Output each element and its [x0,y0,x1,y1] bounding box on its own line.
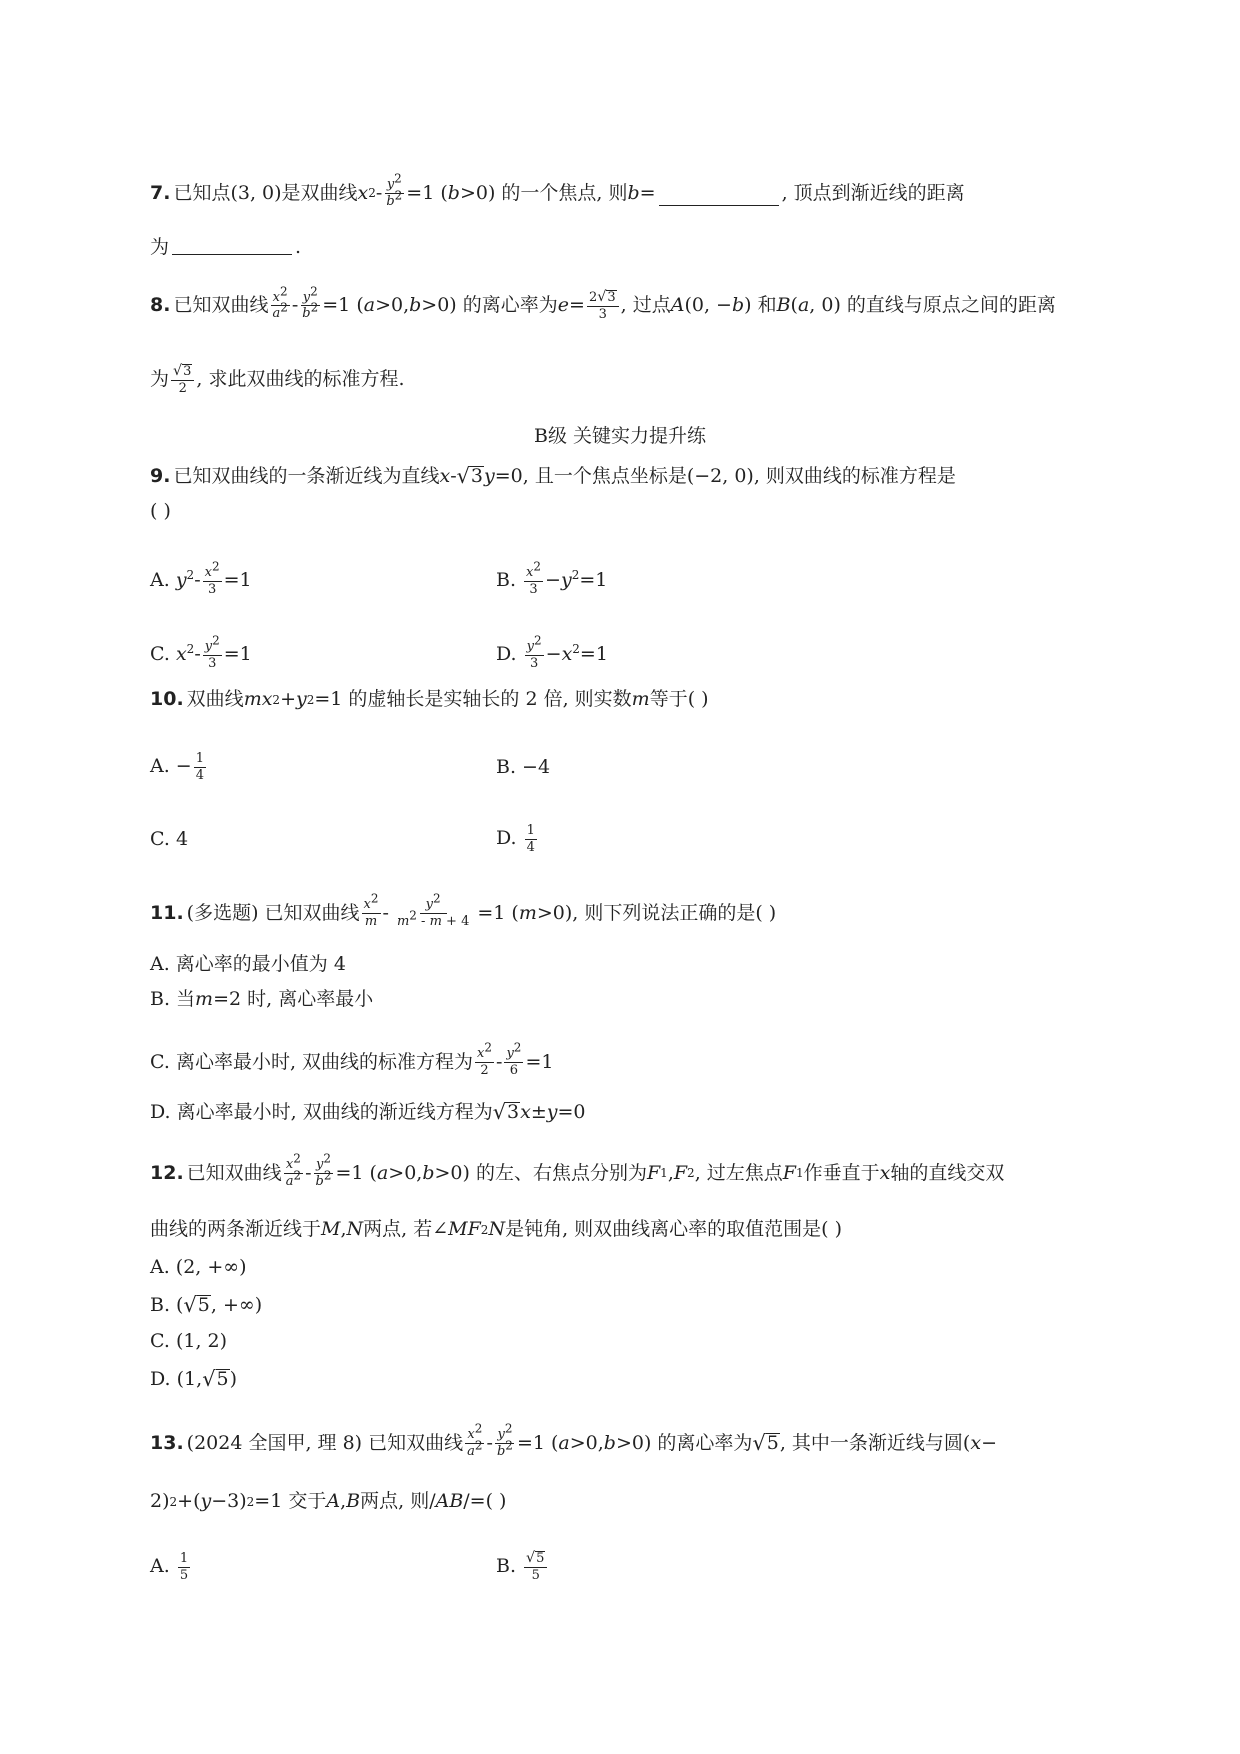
q7-frac: $\frac{y^2}{b^2}$ [386,171,403,209]
q7-blank-distance[interactable] [172,253,292,255]
q9-option-row2 [150,633,608,671]
q8-line2: 为 √ 3 2 , 求此双曲线的标准方程. [150,363,405,396]
q7-x: x [357,181,369,204]
q9-option-c[interactable]: C. $x^2-$ $\frac{y^2}{3}$ =1 [150,633,252,671]
q12-option-a[interactable]: A. (2, +∞) [150,1256,247,1278]
q9-option-d[interactable]: D. $\frac{y^2}{3}$ $-x^2=1$ [496,633,608,671]
q12-line2: 曲线的两条渐近线于 M , N 两点, 若∠ MF 2 N 是钝角, 则双曲线离心率的取值范围是( ) [150,1218,843,1240]
q8-line1: 8. 已知双曲线 $\frac{x^2}{a^2}$ - $\frac{y^2}{b^2}$ =1 ( a >0, b >0) 的离心率为 e = 2 √ 3 3 , 过点 A (0, − b ) 和 B ( a , 0) 的直线与原点之间的距离 [150,284,1056,322]
q7-blank-b[interactable] [659,204,779,206]
section-heading-b: B级 关键实力提升练 [533,425,706,447]
q9-option-row1 [150,559,608,597]
q10-option-row2 [150,823,535,855]
q9-number: 9. [150,464,171,487]
q13-option-row1 [150,1550,545,1584]
q7-number: 7. [150,181,171,204]
q13-number: 13. [150,1431,184,1454]
q11-option-b[interactable]: B. 当 m =2 时, 离心率最小 [150,988,374,1010]
q10-number: 10. [150,688,184,710]
q13-line2: 2) 2 +( y −3) 2 =1 交于 A , B 两点, 则/ AB /=( ) [150,1490,507,1512]
q7-text: 已知点(3, 0)是双曲线 [173,181,358,204]
q9-line1: 9. 已知双曲线的一条渐近线为直线 x - √ 3 y =0, 且一个焦点坐标是(−2, 0), 则双曲线的标准方程是 [150,464,956,488]
q7-line2: 为 . [150,236,302,258]
q10-option-d[interactable]: D. $\frac{1}{4}$ [496,823,535,855]
q11-option-d[interactable]: D. 离心率最小时, 双曲线的渐近线方程为 √ 3 x ± y =0 [150,1100,586,1124]
q11-option-c[interactable]: C. 离心率最小时, 双曲线的标准方程为 $\frac{x^2}{2}$ - $\frac{y^2}{6}$ =1 [150,1040,554,1078]
q12-option-d[interactable]: D. (1, √ 5 ) [150,1367,238,1391]
q10-option-a[interactable]: A. − $\frac{1}{4}$ [150,751,205,783]
q8-number: 8. [150,294,171,317]
q9-option-a[interactable]: A. $y^2-$ $\frac{x^2}{3}$ =1 [150,559,252,597]
q9-paren: ( ) [150,500,171,522]
q10-option-b[interactable]: B. −4 [496,755,551,778]
q12-number: 12. [150,1161,184,1184]
q10-option-row1 [150,751,551,783]
q13-line1: 13. (2024 全国甲, 理 8) 已知双曲线 $\frac{x^2}{a^2}$ - $\frac{y^2}{b^2}$ =1 ( a >0, b >0) 的离心率为 √ 5 , 其中一条渐近线与圆( x − [150,1421,997,1459]
q9-option-b[interactable]: B. $\frac{x^2}{3}$ $-y^2=1$ [496,559,608,597]
q7-line1: 7. 已知点(3, 0)是双曲线 x 2 - $\frac{y^2}{b^2}$ =1 ( b >0) 的一个焦点, 则 b = , 顶点到渐近线的距离 [150,171,965,209]
q12-line1: 12. 已知双曲线 $\frac{x^2}{a^2}$ - $\frac{y^2}{b^2}$ =1 ( a >0, b >0) 的左、右焦点分别为 F 1 , F 2 , 过左焦点 F 1 作垂直于 x 轴的直线交双 [150,1151,1005,1189]
q10-line1: 10. 双曲线 mx 2 + y 2 =1 的虚轴长是实轴长的 2 倍, 则实数 m 等于( ) [150,688,709,710]
q11-option-a[interactable]: A. 离心率的最小值为 4 [150,953,346,975]
q10-option-c[interactable]: C. 4 [150,828,189,850]
q11-number: 11. [150,901,184,924]
q12-option-b[interactable]: B. ( √ 5 , +∞) [150,1293,263,1317]
q11-line1: 11. (多选题) 已知双曲线 $\frac{x^2}{m}$ - $\frac{y^2}{m^2 - m + 4}$ =1 ( m >0), 则下列说法正确的是( ) [150,891,777,929]
q12-option-c[interactable]: C. (1, 2) [150,1330,228,1352]
q13-option-a[interactable]: A. $\frac{1}{5}$ [150,1551,189,1583]
q13-option-b[interactable]: B. √ 5 5 [496,1551,549,1583]
